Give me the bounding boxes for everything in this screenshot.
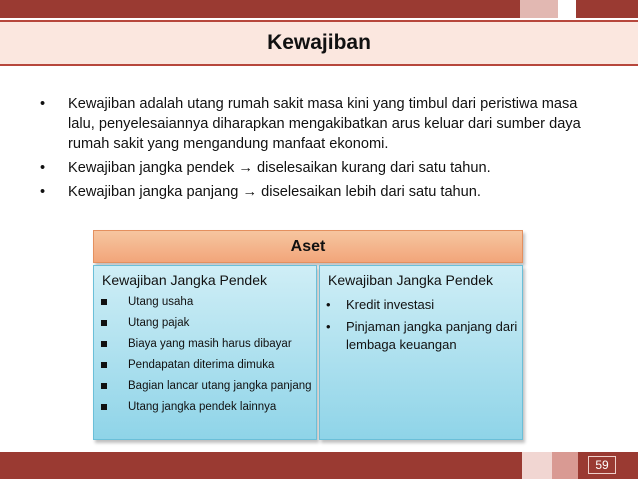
bullet-item <box>38 158 608 178</box>
bottom-band-mid-block <box>552 452 578 479</box>
bottom-band-main <box>0 452 522 479</box>
square-bullet-icon <box>101 320 107 326</box>
right-box-title: Kewajiban Jangka Pendek <box>328 272 494 288</box>
bullet-item <box>38 94 608 154</box>
list-item-text: Pinjaman jangka panjang dari lembaga keuangan <box>346 319 518 352</box>
list-item <box>94 379 316 394</box>
list-item <box>94 358 316 373</box>
list-item-text: Utang jangka pendek lainnya <box>128 401 277 413</box>
list-item-text: Biaya yang masih harus dibayar <box>128 338 292 350</box>
aset-header-label: Aset <box>290 237 326 255</box>
bullet-text: Kewajiban adalah utang rumah sakit masa kini yang timbul dari peristiwa masa lalu, penyelesaiannya diharapkan mengakibatkan arus keluar dari sumber daya rumah sakit yang mengandung manfaat ekonomi. <box>68 96 581 152</box>
bullet-marker: • <box>40 184 46 200</box>
bullet-item <box>38 182 608 202</box>
top-band-gap <box>558 0 576 18</box>
list-item-text: Utang pajak <box>128 317 190 329</box>
right-box-list <box>320 296 522 354</box>
short-term-liabilities-box <box>93 265 317 440</box>
bullet-text: Kewajiban jangka panjang → diselesaikan lebih dari satu tahun. <box>68 184 481 200</box>
bullet-marker: • <box>40 96 46 112</box>
list-item-text: Bagian lancar utang jangka panjang <box>128 380 312 392</box>
bullet-list <box>38 94 608 206</box>
top-decor-band <box>0 0 638 18</box>
square-bullet-icon <box>101 404 107 410</box>
bullet-marker: • <box>326 319 331 334</box>
aset-header-box <box>93 230 523 263</box>
square-bullet-icon <box>101 341 107 347</box>
bullet-marker: • <box>40 160 46 176</box>
left-box-list <box>94 295 316 415</box>
list-item-text: Kredit investasi <box>346 297 435 312</box>
bottom-decor-band <box>0 452 638 479</box>
list-item <box>94 337 316 352</box>
long-term-liabilities-box <box>319 265 523 440</box>
square-bullet-icon <box>101 362 107 368</box>
bullet-marker: • <box>326 297 331 312</box>
list-item <box>94 400 316 415</box>
left-box-title: Kewajiban Jangka Pendek <box>102 272 268 288</box>
top-band-light-block <box>520 0 558 18</box>
top-band-dark-block <box>576 0 638 18</box>
bottom-band-light-block <box>522 452 552 479</box>
square-bullet-icon <box>101 299 107 305</box>
page-number: 59 <box>588 456 616 474</box>
list-item-text: Pendapatan diterima dimuka <box>128 359 275 371</box>
list-item <box>320 296 522 314</box>
list-item <box>94 316 316 331</box>
list-item <box>320 318 522 354</box>
list-item-text: Utang usaha <box>128 296 194 308</box>
title-bar <box>0 20 638 66</box>
bullet-text: Kewajiban jangka pendek → diselesaikan kurang dari satu tahun. <box>68 160 491 176</box>
square-bullet-icon <box>101 383 107 389</box>
list-item <box>94 295 316 310</box>
slide-title: Kewajiban <box>267 31 371 54</box>
top-band-main <box>0 0 520 18</box>
